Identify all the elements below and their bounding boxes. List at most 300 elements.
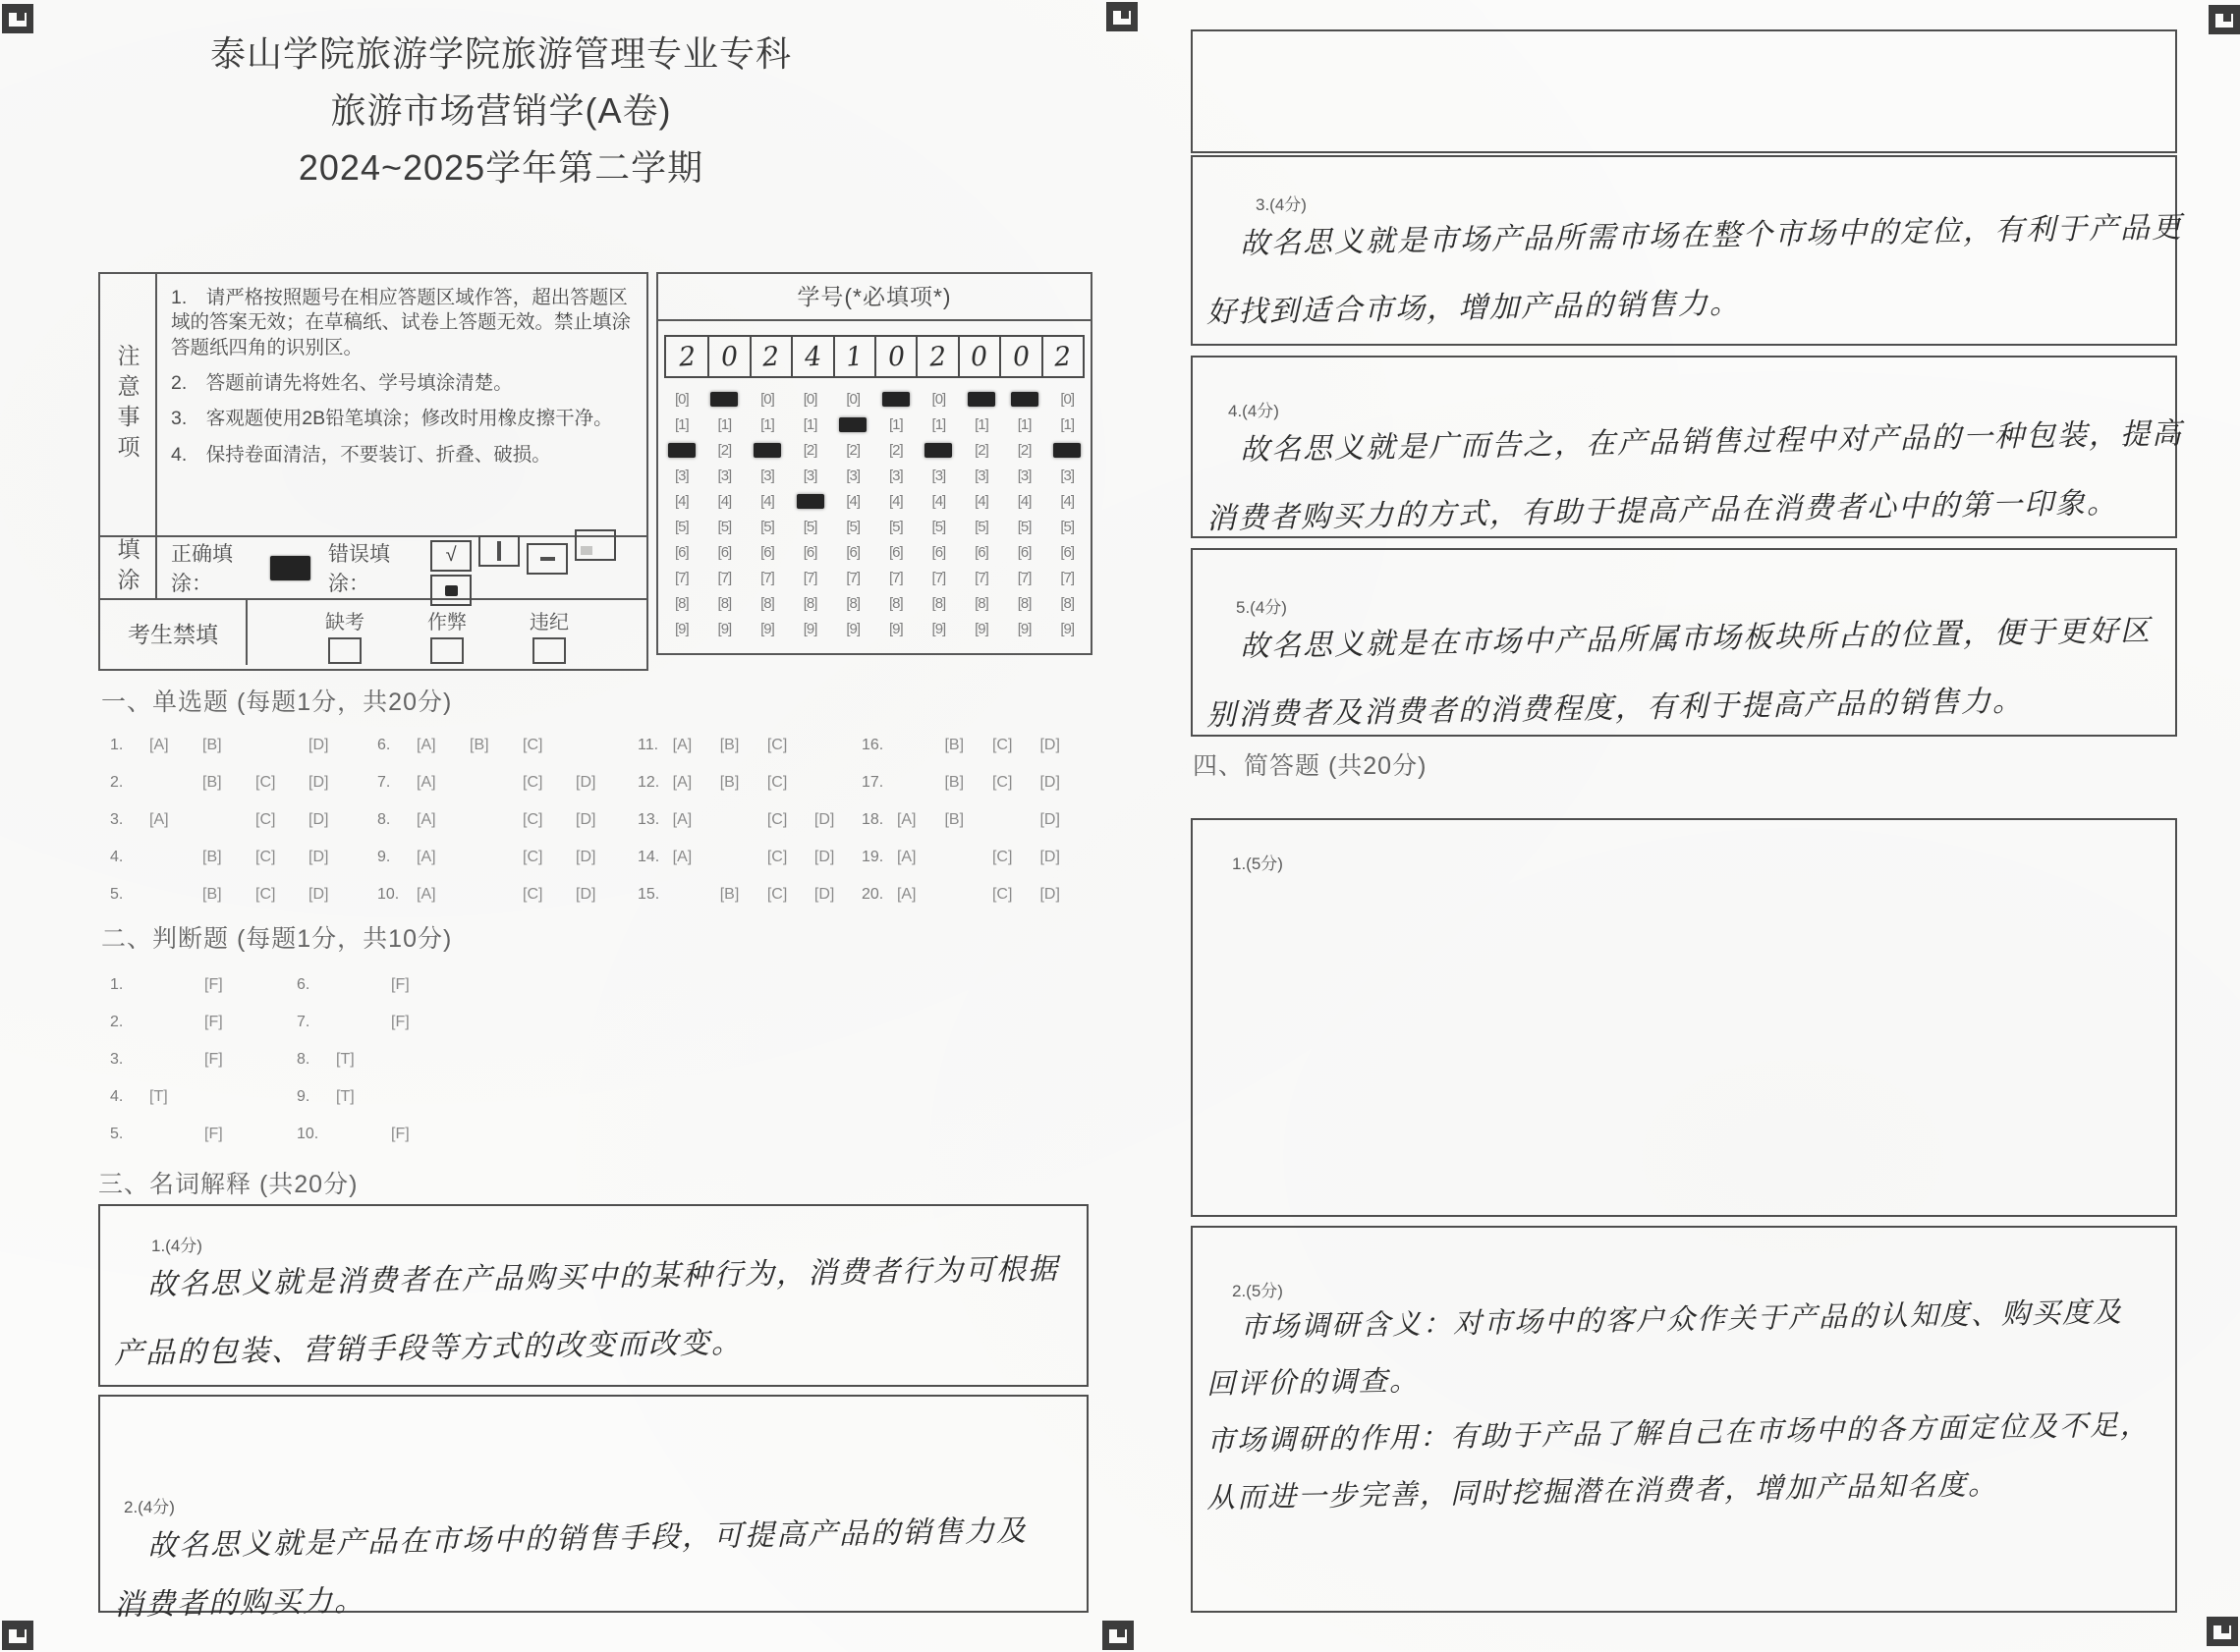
mcq-question (638, 839, 862, 876)
answer-box-label: 5.(4分) (1236, 598, 1287, 617)
id-bubble: [6] (846, 543, 861, 561)
correct-fill-swatch-icon (270, 556, 310, 580)
id-bubble: [3] (1060, 467, 1075, 484)
id-bubble: [1] (803, 415, 817, 433)
id-bubble: [5] (674, 518, 689, 535)
id-bubble: [6] (1017, 543, 1032, 561)
id-bubble: [2] (888, 441, 903, 459)
dot-mark (430, 575, 472, 606)
id-bubble: [7] (888, 569, 903, 586)
mcq-option: [A] (417, 774, 436, 791)
tf-question (110, 1116, 297, 1153)
id-bubble: [8] (717, 594, 732, 612)
question-number: 1. (110, 737, 124, 753)
answer-box-noun-2 (98, 1395, 1089, 1623)
handwritten-digit: 2 (927, 340, 948, 373)
id-bubble: [6] (803, 543, 817, 561)
mcq-question (377, 839, 638, 876)
id-bubble: [8] (888, 594, 903, 612)
student-id-bubble-grid (660, 388, 1089, 639)
forbidden-item-label: 作弊 (427, 612, 467, 633)
student-id-digit-row (664, 335, 1085, 378)
id-bubble: [3] (931, 467, 946, 484)
forbidden-checkbox (532, 637, 566, 664)
mcq-option: [D] (813, 811, 835, 828)
id-bubble: [9] (717, 620, 732, 637)
dot-glyph (445, 585, 458, 596)
mcq-option: [B] (470, 737, 489, 753)
mcq-option: [A] (149, 811, 169, 828)
id-bubble: [3] (717, 467, 732, 484)
mcq-option: [D] (308, 737, 329, 753)
id-bubble: [7] (931, 569, 946, 586)
handwritten-line: 消费者购买力的方式，有助于提高产品在消费者心中的第一印象。 (1205, 485, 2119, 536)
forbidden-item-label: 缺考 (325, 612, 364, 633)
short-answer-section-heading: 四、简答题 (共20分) (1193, 752, 1428, 780)
tf-option: [T] (149, 1088, 168, 1105)
bar-glyph (497, 541, 501, 561)
id-bubble: [8] (760, 594, 774, 612)
mcq-option: [D] (308, 774, 329, 791)
mcq-option: [D] (1039, 737, 1060, 753)
id-bubble: [4] (888, 492, 903, 510)
answer-box-label: 2.(4分) (124, 1498, 175, 1516)
id-bubble: [5] (888, 518, 903, 535)
id-bubble: [4] (674, 492, 689, 510)
id-bubble: [6] (931, 543, 946, 561)
answer-box-label: 4.(4分) (1228, 402, 1279, 420)
handwritten-answer (1193, 613, 2175, 734)
id-bubble: [9] (846, 620, 861, 637)
question-number: 14. (638, 849, 660, 865)
mcq-option: [D] (1039, 886, 1060, 903)
mcq-question (110, 876, 377, 913)
id-bubble: [7] (975, 569, 988, 586)
mcq-option: [D] (576, 849, 596, 865)
id-bubble: [3] (846, 467, 861, 484)
id-bubble: [4] (931, 492, 946, 510)
registration-mark-icon (1106, 2, 1138, 31)
id-bubble: [8] (975, 594, 988, 612)
id-bubble: [7] (717, 569, 732, 586)
handwritten-answer (1193, 416, 2184, 537)
notice-table (98, 272, 648, 671)
notice-content (157, 274, 646, 535)
mcq-option: [D] (1039, 811, 1060, 828)
question-number: 10. (377, 886, 400, 903)
answer-box-noun-5 (1191, 548, 2177, 737)
mcq-option: [D] (576, 774, 596, 791)
filled-bubble-mark (754, 443, 781, 458)
question-number: 13. (638, 811, 660, 828)
id-bubble: [7] (846, 569, 861, 586)
mcq-option: [C] (766, 849, 788, 865)
tf-section-heading: 二、判断题 (每题1分，共10分) (101, 925, 453, 953)
mcq-question (862, 801, 1088, 839)
tf-question (110, 966, 297, 1004)
notice-item: 3. 客观题使用2B铅笔填涂；修改时用橡皮擦干净。 (171, 408, 613, 430)
mcq-option: [A] (672, 811, 693, 828)
mcq-option: [B] (719, 737, 740, 753)
filled-bubble-mark (968, 392, 995, 407)
filled-bubble-mark (797, 494, 824, 509)
handwritten-line: 回评价的调查。 (1205, 1363, 1421, 1401)
handwritten-answer (1193, 1294, 2175, 1516)
tf-question (110, 1078, 297, 1116)
id-bubble: [6] (674, 543, 689, 561)
handwritten-answer (100, 1251, 1087, 1372)
question-number: 4. (110, 1088, 124, 1105)
tf-option: [F] (204, 1126, 223, 1142)
mcq-option: [C] (991, 774, 1013, 791)
mcq-option: [B] (944, 737, 965, 753)
mcq-option: [A] (149, 737, 169, 753)
id-bubble: [1] (1060, 415, 1075, 433)
id-bubble (1003, 388, 1046, 410)
id-bubble (660, 439, 703, 461)
filled-bubble-mark (668, 443, 696, 458)
id-bubble: [2] (846, 441, 861, 459)
id-bubble (1045, 439, 1089, 461)
student-id-digit-cell (999, 337, 1040, 376)
registration-mark-icon (2, 4, 33, 33)
mcq-option: [C] (255, 886, 276, 903)
tf-question (297, 1078, 493, 1116)
answer-box-noun-4 (1191, 356, 2184, 538)
id-bubble (789, 490, 832, 512)
dash-glyph (540, 557, 555, 561)
mcq-option: [D] (813, 849, 835, 865)
handwritten-digit: 0 (1011, 340, 1032, 373)
id-bubble: [4] (1017, 492, 1032, 510)
question-number: 11. (638, 737, 659, 753)
mcq-option: [D] (308, 811, 329, 828)
id-bubble: [6] (760, 543, 774, 561)
question-number: 20. (862, 886, 884, 903)
mcq-option: [C] (766, 737, 788, 753)
faint-mark (575, 529, 616, 561)
handwritten-line: 市场调研的作用：有助于产品了解自己在市场中的各方面定位及不足， (1205, 1407, 2152, 1458)
id-bubble: [3] (803, 467, 817, 484)
id-bubble (703, 388, 747, 410)
id-bubble: [7] (1017, 569, 1032, 586)
question-number: 3. (110, 811, 124, 828)
faint-glyph (581, 546, 592, 555)
id-bubble: [4] (760, 492, 774, 510)
id-bubble: [7] (803, 569, 817, 586)
id-bubble: [5] (1017, 518, 1032, 535)
handwritten-answer (100, 1514, 1087, 1624)
filled-bubble-mark (710, 392, 738, 407)
handwritten-digit: 0 (970, 340, 989, 373)
handwritten-digit: 2 (677, 340, 697, 373)
question-number: 9. (377, 849, 391, 865)
exam-title-block (93, 26, 909, 196)
fill-demo-label-cell (100, 537, 157, 598)
forbidden-item-label: 违纪 (530, 612, 569, 633)
answer-box-short-1 (1191, 818, 2177, 1217)
mcq-option: [C] (991, 737, 1013, 753)
handwritten-line: 故名思义就是在市场中产品所属市场板块所占的位置，便于更好区 (1239, 613, 2153, 664)
id-bubble: [5] (975, 518, 988, 535)
question-number: 19. (862, 849, 884, 865)
mcq-option: [A] (417, 849, 436, 865)
id-bubble: [5] (717, 518, 732, 535)
answer-box-noun-1 (98, 1204, 1089, 1387)
question-number: 1. (110, 976, 124, 993)
question-number: 8. (377, 811, 391, 828)
student-id-digit-cell (874, 337, 916, 376)
mcq-option: [C] (991, 886, 1013, 903)
forbidden-item (530, 606, 569, 665)
mcq-question (638, 764, 862, 801)
mcq-option: [C] (523, 774, 543, 791)
handwritten-digit: 1 (845, 340, 865, 373)
mcq-question (110, 727, 377, 764)
question-number: 15. (638, 886, 660, 903)
mcq-question (110, 839, 377, 876)
mcq-option: [D] (1039, 774, 1060, 791)
handwritten-digit: 0 (886, 340, 906, 373)
filled-bubble-mark (839, 417, 867, 432)
id-bubble: [0] (674, 390, 689, 408)
fill-demo-content (157, 537, 646, 598)
id-bubble: [1] (888, 415, 903, 433)
student-id-box (656, 272, 1092, 655)
id-bubble: [1] (674, 415, 689, 433)
id-bubble: [7] (760, 569, 774, 586)
id-bubble: [0] (1060, 390, 1075, 408)
exam-term-line: 2024~2025学年第二学期 (298, 147, 704, 188)
correct-fill-label: 正确填涂： (171, 543, 233, 595)
tf-question (297, 1004, 493, 1041)
student-id-digit-cell (666, 337, 707, 376)
mcq-option: [B] (202, 886, 222, 903)
id-bubble: [8] (1017, 594, 1032, 612)
mcq-option: [C] (766, 811, 788, 828)
id-bubble: [1] (975, 415, 988, 433)
mcq-option: [D] (576, 811, 596, 828)
mcq-question (377, 764, 638, 801)
id-bubble: [1] (760, 415, 774, 433)
id-bubble (831, 413, 874, 435)
id-bubble: [3] (1017, 467, 1032, 484)
mcq-question (638, 727, 862, 764)
mcq-option: [B] (944, 774, 965, 791)
tf-question (297, 1116, 493, 1153)
mcq-option: [B] (944, 811, 965, 828)
forbidden-checkbox (328, 637, 362, 664)
filled-bubble-mark (1053, 443, 1081, 458)
question-number: 10. (297, 1126, 319, 1142)
wrong-fill-label: 错误填涂： (327, 543, 390, 595)
handwritten-line: 好找到适合市场，增加产品的销售力。 (1205, 286, 1742, 330)
id-bubble: [8] (674, 594, 689, 612)
mcq-option: [C] (766, 886, 788, 903)
id-bubble: [2] (1017, 441, 1032, 459)
tf-question (297, 1041, 493, 1078)
id-bubble (918, 439, 961, 461)
student-id-digit-cell (833, 337, 874, 376)
filled-bubble-mark (882, 392, 910, 407)
mcq-option: [D] (813, 886, 835, 903)
id-bubble: [8] (803, 594, 817, 612)
id-bubble: [8] (1060, 594, 1075, 612)
forbidden-items (248, 600, 646, 665)
answer-box-empty (1191, 29, 2177, 153)
id-bubble: [0] (803, 390, 817, 408)
dash-mark (527, 543, 568, 575)
id-bubble: [3] (674, 467, 689, 484)
id-bubble: [2] (803, 441, 817, 459)
tf-option: [T] (336, 1051, 355, 1068)
id-bubble (746, 439, 789, 461)
tf-option: [T] (336, 1088, 355, 1105)
forbidden-item (427, 606, 467, 665)
forbidden-label: 考生禁填 (100, 600, 248, 665)
mcq-option: [B] (202, 774, 222, 791)
handwritten-answer (1193, 210, 2184, 331)
id-bubble: [9] (803, 620, 817, 637)
handwritten-digit: 0 (719, 340, 740, 373)
mcq-option: [C] (523, 886, 543, 903)
mcq-option: [C] (255, 811, 276, 828)
question-number: 5. (110, 1126, 124, 1142)
question-number: 5. (110, 886, 124, 903)
notice-item: 4. 保持卷面清洁，不要装订、折叠、破损。 (171, 443, 551, 466)
id-bubble: [5] (846, 518, 861, 535)
check-mark: √ (430, 540, 472, 572)
mcq-option: [C] (523, 737, 543, 753)
registration-mark-icon (1102, 1621, 1134, 1650)
answer-box-noun-3 (1191, 155, 2184, 346)
mcq-option: [C] (523, 811, 543, 828)
tf-option: [F] (391, 976, 410, 993)
handwritten-line: 产品的包装、营销手段等方式的改变而改变。 (113, 1325, 744, 1371)
student-id-digit-cell (791, 337, 832, 376)
tf-question (297, 966, 493, 1004)
mcq-option: [A] (896, 811, 917, 828)
mcq-question (862, 876, 1088, 913)
nouns-section-heading: 三、名词解释 (共20分) (98, 1171, 359, 1198)
student-id-digit-cell (958, 337, 999, 376)
id-bubble: [7] (674, 569, 689, 586)
question-number: 6. (377, 737, 391, 753)
id-bubble: [9] (931, 620, 946, 637)
mcq-option: [D] (1039, 849, 1060, 865)
question-number: 2. (110, 1014, 124, 1030)
mcq-option: [B] (202, 849, 222, 865)
mcq-option: [A] (417, 811, 436, 828)
mcq-option: [B] (719, 774, 740, 791)
id-bubble: [6] (717, 543, 732, 561)
notice-row (100, 274, 646, 537)
mcq-option: [A] (417, 886, 436, 903)
id-bubble: [9] (1017, 620, 1032, 637)
id-bubble (960, 388, 1003, 410)
mcq-option: [A] (672, 774, 693, 791)
mcq-option: [A] (896, 886, 917, 903)
handwritten-line: 市场调研含义：对市场中的客户众作关于产品的认知度、购买度及 (1239, 1294, 2124, 1344)
mcq-question (377, 801, 638, 839)
answer-box-label: 3.(4分) (1256, 195, 1307, 214)
question-number: 12. (638, 774, 660, 791)
handwritten-digit: 4 (803, 340, 823, 373)
question-number: 7. (297, 1014, 310, 1030)
mcq-question (862, 839, 1088, 876)
mcq-option: [B] (202, 737, 222, 753)
question-number: 8. (297, 1051, 310, 1068)
id-bubble (874, 388, 918, 410)
answer-box-label: 2.(5分) (1232, 1282, 1283, 1300)
id-bubble: [4] (846, 492, 861, 510)
question-number: 6. (297, 976, 310, 993)
tf-option: [F] (391, 1126, 410, 1142)
mcq-question (862, 764, 1088, 801)
tf-question (110, 1004, 297, 1041)
id-bubble: [5] (803, 518, 817, 535)
mcq-option: [A] (417, 737, 436, 753)
registration-mark-icon (2207, 1617, 2238, 1646)
id-bubble: [6] (1060, 543, 1075, 561)
mcq-option: [C] (523, 849, 543, 865)
fill-demo-row (100, 537, 646, 600)
id-bubble: [3] (760, 467, 774, 484)
mcq-question (377, 876, 638, 913)
handwritten-line: 从而进一步完善，同时挖掘潜在消费者，增加产品知名度。 (1205, 1466, 1999, 1514)
question-number: 4. (110, 849, 124, 865)
exam-course-line: 旅游市场营销学(A卷) (330, 90, 672, 131)
student-id-digit-cell (750, 337, 791, 376)
notice-label-cell (100, 274, 157, 535)
question-number: 3. (110, 1051, 124, 1068)
handwritten-line: 消费者的购买力。 (113, 1583, 366, 1623)
question-number: 7. (377, 774, 391, 791)
mcq-question (862, 727, 1088, 764)
handwritten-line: 故名思义就是产品在市场中的销售手段，可提高产品的销售力及 (146, 1514, 1029, 1564)
registration-mark-icon (2209, 5, 2240, 34)
id-bubble: [4] (975, 492, 988, 510)
notice-item: 2. 答题前请先将姓名、学号填涂清楚。 (171, 372, 513, 395)
id-bubble: [9] (760, 620, 774, 637)
id-bubble: [1] (717, 415, 732, 433)
mcq-question (638, 801, 862, 839)
tf-option: [F] (204, 1051, 223, 1068)
tf-answer-grid (110, 966, 493, 1153)
notice-label: 注意事项 (114, 344, 140, 466)
id-bubble: [8] (846, 594, 861, 612)
mcq-option: [C] (255, 774, 276, 791)
tf-question (110, 1041, 297, 1078)
question-number: 9. (297, 1088, 310, 1105)
handwritten-line: 别消费者及消费者的消费程度，有利于提高产品的销售力。 (1205, 684, 2025, 733)
student-id-digit-cell (707, 337, 749, 376)
mcq-option: [A] (672, 849, 693, 865)
student-id-title: 学号(*必填项*) (658, 274, 1091, 321)
registration-mark-icon (2, 1621, 33, 1650)
mcq-option: [C] (255, 849, 276, 865)
answer-box-label: 1.(4分) (151, 1237, 202, 1255)
handwritten-line: 故名思义就是消费者在产品购买中的某种行为，消费者行为可根据 (146, 1251, 1060, 1302)
forbidden-row (100, 600, 646, 665)
id-bubble: [1] (931, 415, 946, 433)
notice-item: 1. 请严格按照题号在相应答题区域作答，超出答题区域的答案无效；在草稿纸、试卷上答题无效。禁止填涂答题纸四角的识别区。 (171, 287, 632, 358)
mcq-option: [D] (308, 849, 329, 865)
student-id-digit-cell (1041, 337, 1083, 376)
tf-option: [F] (204, 976, 223, 993)
mcq-option: [D] (576, 886, 596, 903)
filled-bubble-mark (1011, 392, 1038, 407)
